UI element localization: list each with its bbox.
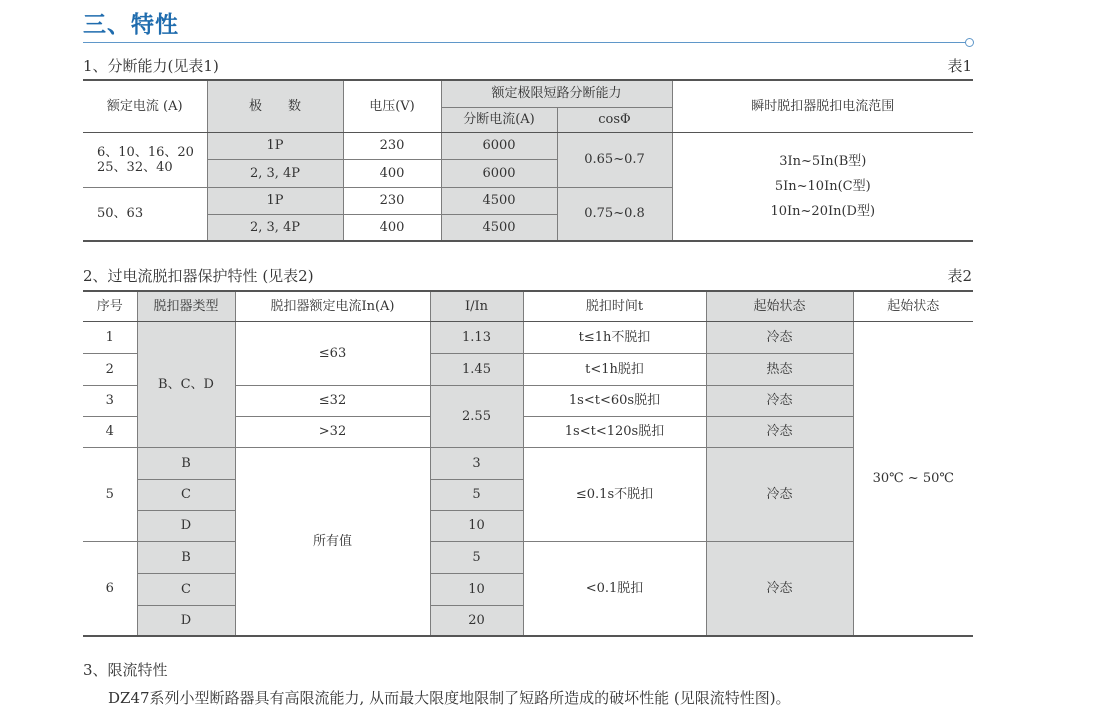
rated-current-cell: >32 [235, 416, 430, 447]
ratio-cell: 10 [430, 510, 523, 541]
instant-trip-range-cell [672, 132, 973, 241]
trip-type-cell: C [137, 479, 235, 510]
trip-time-cell: t≤1h不脱扣 [523, 321, 706, 353]
breaking-current-cell: 4500 [441, 187, 557, 214]
rated-current-group-1: 6、10、16、20 25、32、40 [83, 132, 207, 187]
rated-current-le63: ≤63 [235, 321, 430, 385]
voltage-cell: 230 [343, 132, 441, 159]
table2-label: 表2 [947, 267, 972, 285]
ratio-cell: 5 [430, 479, 523, 510]
section3-title: 3、限流特性 [83, 661, 168, 679]
voltage-cell: 400 [343, 159, 441, 187]
trip-type-cell: B [137, 541, 235, 573]
header-voltage: 电压(V) [343, 80, 441, 132]
start-state-cell: 冷态 [706, 385, 853, 416]
ratio-cell: 5 [430, 541, 523, 573]
start-state-cell: 热态 [706, 353, 853, 385]
ratio-cell: 1.45 [430, 353, 523, 385]
header-rated-current: 额定电流 (A) [83, 80, 207, 132]
trip-time-cell: <0.1脱扣 [523, 541, 706, 636]
breaking-current-cell: 6000 [441, 159, 557, 187]
current-limiting-paragraph: DZ47系列小型断路器具有高限流能力, 从而最大限度地限制了短路所造成的破坏性能 (见限流特性图)。 [108, 689, 791, 707]
seq-cell: 5 [83, 447, 137, 541]
seq-cell: 3 [83, 385, 137, 416]
header-trip-type: 脱扣器类型 [137, 291, 235, 321]
header-breaking-current: 分断电流(A) [441, 107, 557, 132]
trip-type-bcd: B、C、D [137, 321, 235, 447]
voltage-cell: 400 [343, 214, 441, 241]
seq-cell: 4 [83, 416, 137, 447]
rated-current-group-2: 50、63 [83, 187, 207, 241]
header-ratio: I/In [430, 291, 523, 321]
trip-time-cell: 1s<t<60s脱扣 [523, 385, 706, 416]
cos-phi-group-2: 0.75~0.8 [557, 187, 672, 241]
ratio-cell: 2.55 [430, 385, 523, 447]
header-start-state-2: 起始状态 [853, 291, 973, 321]
poles-cell: 2, 3, 4P [207, 214, 343, 241]
start-state-cell: 冷态 [706, 447, 853, 541]
trip-time-cell: t<1h脱扣 [523, 353, 706, 385]
temperature-range-cell: 30℃ ~ 50℃ [853, 321, 973, 636]
section-heading: 三、特性 [83, 11, 179, 38]
ratio-cell: 10 [430, 573, 523, 605]
table1-label: 表1 [947, 57, 972, 75]
start-state-cell: 冷态 [706, 321, 853, 353]
poles-cell: 2, 3, 4P [207, 159, 343, 187]
heading-rule [83, 42, 967, 43]
heading-rule-end-dot [965, 38, 974, 47]
trip-type-cell: D [137, 510, 235, 541]
header-cos-phi: cosΦ [557, 107, 672, 132]
breaking-capacity-table [83, 79, 973, 242]
header-poles: 极 数 [207, 80, 343, 132]
cos-phi-group-1: 0.65~0.7 [557, 132, 672, 187]
trip-type-cell: D [137, 605, 235, 636]
rated-current-all-values: 所有值 [235, 447, 430, 636]
header-seq: 序号 [83, 291, 137, 321]
ratio-cell: 20 [430, 605, 523, 636]
poles-cell: 1P [207, 132, 343, 159]
instant-range-b: 3In~5In(B型) [779, 153, 867, 169]
trip-time-cell: 1s<t<120s脱扣 [523, 416, 706, 447]
header-breaking-capacity: 额定极限短路分断能力 [441, 80, 672, 107]
poles-cell: 1P [207, 187, 343, 214]
rated-current-cell: ≤32 [235, 385, 430, 416]
header-trip-time: 脱扣时间t [523, 291, 706, 321]
section1-title: 1、分断能力(见表1) [83, 57, 219, 75]
ratio-cell: 1.13 [430, 321, 523, 353]
seq-cell: 1 [83, 321, 137, 353]
trip-type-cell: B [137, 447, 235, 479]
voltage-cell: 230 [343, 187, 441, 214]
seq-cell: 2 [83, 353, 137, 385]
breaking-current-cell: 6000 [441, 132, 557, 159]
instant-range-d: 10In~20In(D型) [770, 203, 876, 219]
trip-type-cell: C [137, 573, 235, 605]
breaking-current-cell: 4500 [441, 214, 557, 241]
seq-cell: 6 [83, 541, 137, 636]
start-state-cell: 冷态 [706, 541, 853, 636]
start-state-cell: 冷态 [706, 416, 853, 447]
header-trip-rated-current: 脱扣器额定电流In(A) [235, 291, 430, 321]
section2-title: 2、过电流脱扣器保护特性 (见表2) [83, 267, 314, 285]
ratio-cell: 3 [430, 447, 523, 479]
instant-range-c: 5In~10In(C型) [774, 178, 871, 194]
trip-time-cell: ≤0.1s不脱扣 [523, 447, 706, 541]
header-instant-trip-range: 瞬时脱扣器脱扣电流范围 [672, 80, 973, 132]
overcurrent-protection-table [83, 290, 973, 637]
header-start-state: 起始状态 [706, 291, 853, 321]
